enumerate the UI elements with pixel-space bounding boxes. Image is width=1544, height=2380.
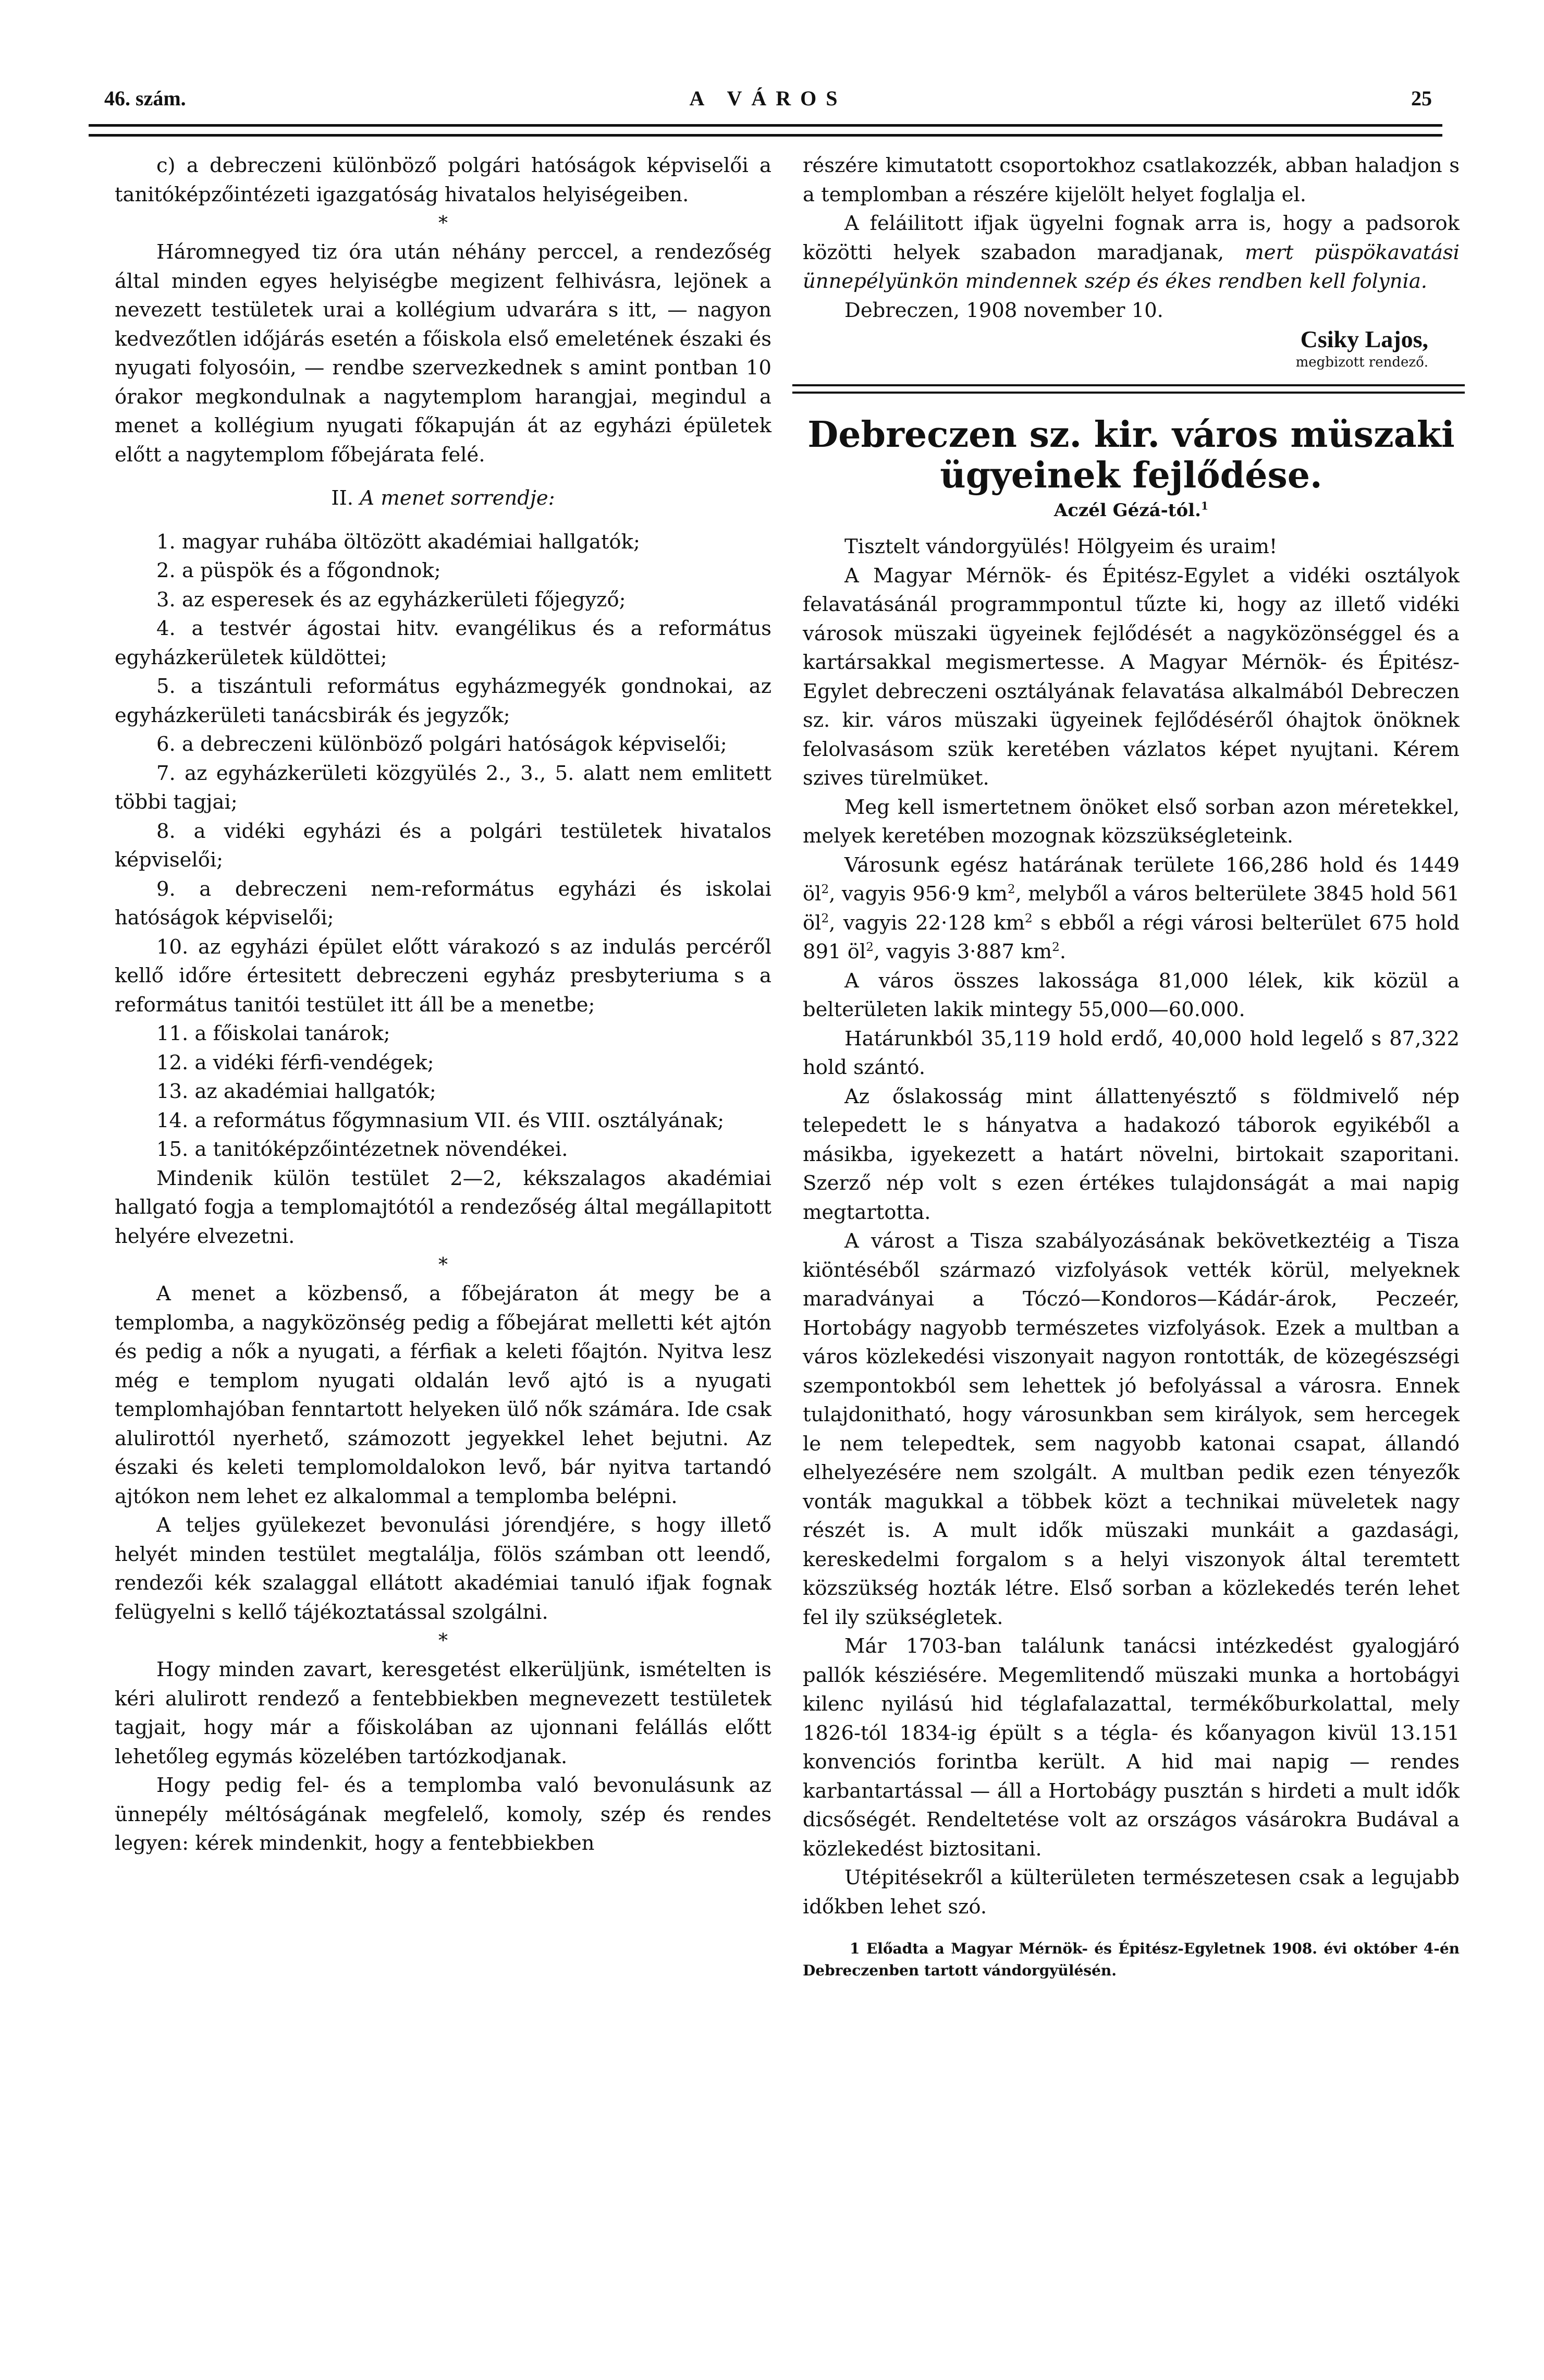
item-c: c) a debreczeni különböző polgári hatóságok képviselői a tanitóképzőintézeti igazgatóság hivatalos helyiségeiben. xyxy=(115,154,771,206)
area-text: s ebből a régi városi belterület 675 hold 891 öl xyxy=(803,911,1460,963)
article-divider-rule xyxy=(792,384,1465,394)
area-text: , vagyis 22·128 km xyxy=(829,911,1025,935)
paragraph-continuation: részére kimutatott csoportokhoz csatlakozzék, abban haladjon s a templomban a részére kijelölt helyet foglalja el. xyxy=(803,154,1460,206)
list-item: 8. a vidéki egyházi és a polgári testületek hivatalos képviselői; xyxy=(115,819,771,872)
article-paragraph: Meg kell ismertetnem önöket első sorban azon méretekkel, melyek keretében mozognak közszükségleteink. xyxy=(803,795,1460,848)
list-item: 3. az esperesek és az egyházkerületi főjegyző; xyxy=(156,588,626,612)
article-paragraph: Az őslakosság mint állattenyésztő s földmivelő nép telepedett le s hányatva a hadakozó táborok egyikéből a másikba, igyekezett a határt növelni, birtokait szaporitani. Szerző nép volt s ezen értékes tulajdonságát a mai napig megtartotta. xyxy=(803,1084,1460,1224)
page-number: 25 xyxy=(1411,87,1432,110)
superscript: 2 xyxy=(821,911,829,925)
area-text: , melyből a város belterülete 3845 hold 561 öl xyxy=(803,882,1460,935)
footnote-text: 1 Előadta a Magyar Mérnök- és Épitész-Egyletnek 1908. évi október 4-én Debreczenben tartott vándorgyülésén. xyxy=(803,1940,1460,1979)
paragraph-request: Hogy minden zavart, keresgetést elkerüljünk, ismételten is kéri alulirott rendező a fentebbiekben megnevezett testületek tagjait, hogy már a főiskolában az ujonnani felállás előtt lehetőleg egymás közelében tartózkodjanak. xyxy=(115,1658,771,1768)
list-item: 6. a debreczeni különböző polgári hatóságok képviselői; xyxy=(156,733,727,756)
issue-number: 46. szám. xyxy=(104,87,186,110)
dateline: Debreczen, 1908 november 10. xyxy=(844,298,1163,322)
paragraph-dignity: Hogy pedig fel- és a templomba való bevonulásunk az ünnepély méltóságának megfelelő, komoly, szép és rendes legyen: kérek mindenkit, hogy a fentebbiekben xyxy=(115,1774,771,1855)
procession-order-list xyxy=(115,528,771,1164)
area-text: , vagyis 956·9 km xyxy=(829,882,1008,906)
list-item: 1. magyar ruhába öltözött akadémiai hallgatók; xyxy=(156,530,640,554)
superscript: 2 xyxy=(1025,911,1033,925)
section-separator-star: * xyxy=(438,1630,448,1652)
section-heading-text: A menet sorrendje: xyxy=(360,486,555,510)
footnote xyxy=(803,1938,1460,1982)
list-item: 11. a főiskolai tanárok; xyxy=(156,1022,390,1045)
list-item: 9. a debreczeni nem-református egyházi és iskolai hatóságok képviselői; xyxy=(115,877,771,930)
area-text: . xyxy=(1059,940,1067,963)
article-byline xyxy=(803,496,1460,525)
area-paragraph xyxy=(803,851,1460,967)
article-paragraph: A város összes lakossága 81,000 lélek, kik közül a belterületen lakik mintegy 55,000—60.000. xyxy=(803,969,1460,1021)
paragraph-entrance: A menet a közbenső, a főbejáraton át megy be a templomba, a nagyközönség pedig a főbejárat melletti két ajtón és pedig a nők a nyugati, a férfiak a keleti főajtón. Nyitva lesz még e templom nyugati oldalán levő ajtó is a nyugati templomhajóban fenntartott helyeken ülő nők számára. Ide csak alulirottól nyerhető, számozott jegyekkel lehet bejutni. Az északi és keleti templomoldalokon levő, bár nyitva tartandó ajtókon nem lehet ez alkalommal a templomba belépni. xyxy=(115,1282,771,1508)
superscript: 2 xyxy=(1007,883,1015,897)
page-header xyxy=(104,81,1432,112)
signature-name: Csiky Lajos, xyxy=(1300,326,1428,352)
superscript: 2 xyxy=(866,941,874,955)
section-heading xyxy=(115,484,771,513)
list-item: 5. a tiszántuli református egyházmegyék gondnokai, az egyházkerületi tanácsbirák és jegyzők; xyxy=(115,675,771,727)
section-heading-number: II. xyxy=(331,486,354,510)
signature-role: megbizott rendező. xyxy=(1295,355,1428,370)
list-item: 7. az egyházkerületi közgyülés 2., 3., 5. alatt nem emlitett többi tagjai; xyxy=(115,761,771,814)
list-item: 2. a püspök és a főgondnok; xyxy=(156,559,441,582)
area-text: Városunk egész határának területe 166,286 hold és 1449 öl xyxy=(803,853,1460,906)
list-item: 10. az egyházi épület előtt várakozó s az indulás percéről kellő időre értesitett debreczeni egyház presbyteriuma s a református tanitói testület itt áll be a menetbe; xyxy=(115,935,771,1017)
article-paragraph: Utépitésekről a külterületen természetesen csak a legujabb időkben lehet szó. xyxy=(803,1866,1460,1919)
paragraph-escort: Mindenik külön testület 2—2, kékszalagos akadémiai hallgató fogja a templomajtótól a rendezőség által megállapitott helyére elvezetni. xyxy=(115,1166,771,1248)
article-paragraph: Már 1703-ban találunk tanácsi intézkedést gyalogjáró pallók késziésére. Megemlitendő müszaki munka a hortobágyi kilenc nyilású hid téglafalazattal, termékőburkolattal, mely 1826-tól 1834-ig épült s a tégla- és kőanyagon kivül 13.151 konvenciós forintba került. A hid mai napig — rendes karbantartással — áll a Hortobágy pusztán s hirdeti a mult idők dicsőségét. Rendeltetése volt az országos vásárokra Budával a közlekedést biztositani. xyxy=(803,1634,1460,1861)
paragraph-assembly: Háromnegyed tiz óra után néhány perccel, a rendezőség által minden egyes helyiségbe megizent felhivásra, lejönek a nevezett testületek urai a kollégium udvarára s itt, — nagyon kedvezőtlen időjárás esetén a főiskola első emeletének északi és nyugati folyosóin, — rendbe szervezkednek s amint pontban 10 órakor megkondulnak a nagytemplom harangjai, megindul a menet a kollégium nyugati főkapuján át az egyházi épületek előtt a nagytemplom főbejárata felé. xyxy=(115,240,771,467)
right-column xyxy=(803,151,1460,1982)
list-item: 15. a tanitóképzőintézetnek növendékei. xyxy=(156,1138,568,1161)
article-paragraph: A Magyar Mérnök- és Épitész-Egylet a vidéki osztályok felavatásánál programmpontul tűzte ki, hogy az illető vidéki városok müszaki ügyeinek fejlődését a nagyközönséggel és a kartársakkal megismertesse. A Magyar Mérnök- és Épitész-Egylet debreczeni osztályának felavatása alkalmából Debreczen sz. kir. város müszaki ügyeinek fejlődéséről óhajtok önöknek felolvasásom szük keretében vázlatos képet nyujtani. Kérem szives türelmüket. xyxy=(803,564,1460,790)
superscript: 2 xyxy=(1052,941,1060,955)
paragraph-ushers-text: A feláilitott ifjak ügyelni fognak arra is, hogy a padsorok közötti helyek szabadon maradjanak, xyxy=(803,212,1460,264)
section-separator-star: * xyxy=(438,1254,448,1276)
paragraph-congregation: A teljes gyülekezet bevonulási jórendjére, s hogy illető helyét minden testület megtalálja, fölös számban ott leendő, rendezői kék szalaggal ellátott akadémiai tanuló ifjak fognak felügyelni s kellő tájékoztatással szolgálni. xyxy=(115,1514,771,1624)
list-item: 14. a református főgymnasium VII. és VIII. osztályának; xyxy=(156,1108,725,1132)
header-double-rule xyxy=(89,124,1442,137)
superscript: 2 xyxy=(821,883,829,897)
area-text: , vagyis 3·887 km xyxy=(873,940,1052,963)
article-paragraph: Tisztelt vándorgyülés! Hölgyeim és uraim! xyxy=(844,535,1278,558)
left-column xyxy=(115,151,771,1858)
list-item: 12. a vidéki férfi-vendégek; xyxy=(156,1051,434,1075)
article-title-line-2: ügyeinek fejlődése. xyxy=(940,455,1322,496)
paragraph-ushers xyxy=(803,209,1460,296)
article-paragraph: A várost a Tisza szabályozásának bekövetkeztéig a Tisza kiöntéséből származó vizfolyások vették körül, melyeknek maradványai a Tóczó—Kondoros—Kádár-árok, Peczeér, Hortobágy nagyobb természetes vizfolyások. Ezek a multban a város közlekedési viszonyait nagyon rontották, de közegészségi szempontokból sem lehettek jó befolyással a városra. Ennek tulajdonitható, hogy városunkban sem királyok, sem hercegek le nem telepedtek, sem nagyobb katonai csapat, állandó elhelyezésére nem szolgált. A multban pedik ezen tényezők vonták magukkal a többek közt a technikai müveletek nagy részét is. A mult idők müszaki munkáit a gazdasági, kereskedelmi forgalom s a helyi viszonyok által teremtett közszükség hozták létre. Első sorban a közlekedés terén lehet fel ily szükségletek. xyxy=(803,1229,1460,1629)
paragraph-ushers-italic: mert püspökavatási ünnepélyünkön mindennek szép és ékes rendben kell folynia. xyxy=(803,240,1460,293)
article-paragraph: Határunkból 35,119 hold erdő, 40,000 hold legelő s 87,322 hold szántó. xyxy=(803,1027,1460,1079)
section-separator-star: * xyxy=(438,213,448,234)
list-item: 13. az akadémiai hallgatók; xyxy=(156,1080,436,1103)
article-title xyxy=(803,414,1460,496)
byline-author: Aczél Gézá-tól. xyxy=(1053,500,1201,521)
footnote-marker: 1 xyxy=(1200,499,1209,512)
publication-title: A VÁROS xyxy=(689,87,847,110)
article-title-line-1: Debreczen sz. kir. város müszaki xyxy=(807,414,1455,456)
list-item: 4. a testvér ágostai hitv. evangélikus és a református egyházkerületek küldöttei; xyxy=(115,617,771,669)
